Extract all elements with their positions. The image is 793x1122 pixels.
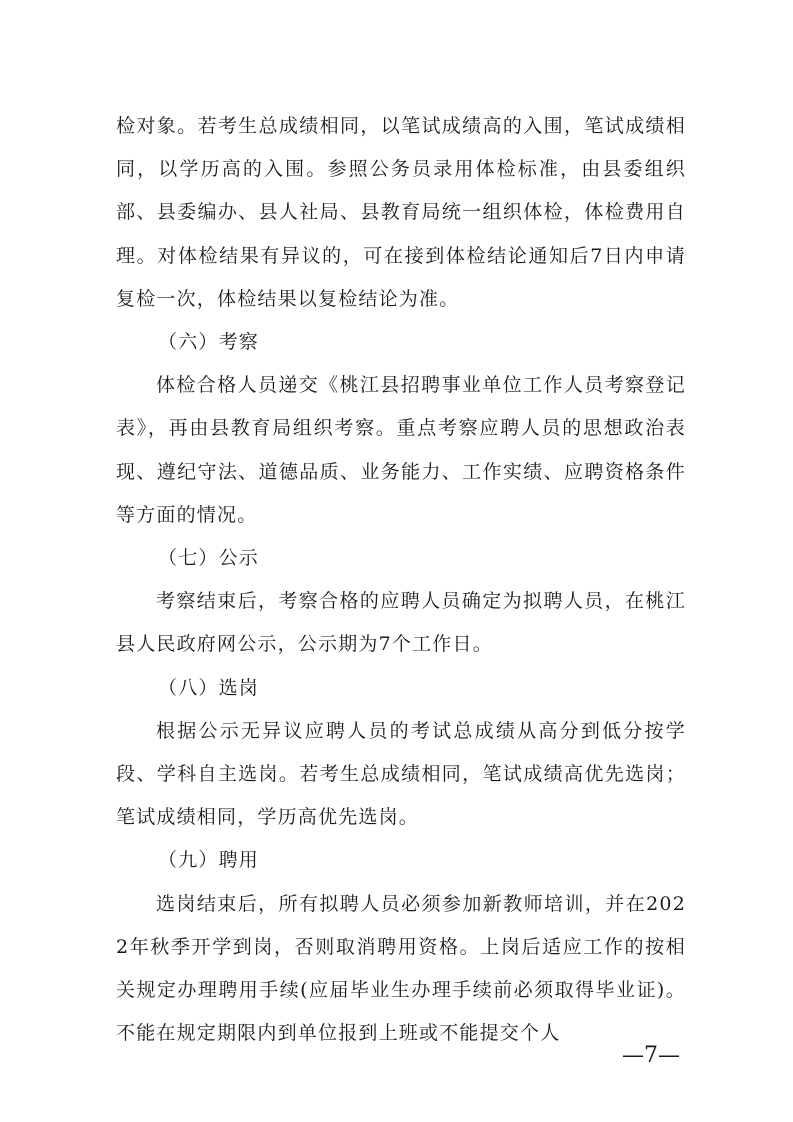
heading-employment: （九）聘用	[158, 849, 260, 872]
page-number: —7—	[622, 1043, 680, 1068]
paragraph-physical-exam: 检对象。若考生总成绩相同，以笔试成绩高的入围，笔试成绩相同，以学历高的入围。参照公务员录用体检标准，由县委组织部、县委编办、县人社局、县教育局统一组织体检，体检费用自理。对体检结果有异议的，可在接到体检结论通知后7日内申请复检一次，体检结果以复检结论为准。	[116, 115, 686, 310]
document-body	[116, 105, 686, 1055]
paragraph-employment: 选岗结束后，所有拟聘人员必须参加新教师培训，并在2022年秋季开学到岗，否则取消聘用资格。上岗后适应工作的按相关规定办理聘用手续(应届毕业生办理手续前必须取得毕业证)。不能在规定期限内到单位报到上班或不能提交个人	[116, 892, 686, 1045]
paragraph-post-selection: 根据公示无异议应聘人员的考试总成绩从高分到低分按学段、学科自主选岗。若考生总成绩相同，笔试成绩高优先选岗；笔试成绩相同，学历高优先选岗。	[116, 719, 686, 829]
paragraph-publicity: 考察结束后，考察合格的应聘人员确定为拟聘人员，在桃江县人民政府网公示，公示期为7个工作日。	[116, 590, 686, 656]
heading-inspection: （六）考察	[158, 331, 260, 354]
heading-post-selection: （八）选岗	[158, 676, 260, 699]
heading-publicity: （七）公示	[158, 547, 260, 570]
paragraph-inspection: 体检合格人员递交《桃江县招聘事业单位工作人员考察登记表》，再由县教育局组织考察。重点考察应聘人员的思想政治表现、遵纪守法、道德品质、业务能力、工作实绩、应聘资格条件等方面的情况。	[116, 374, 686, 526]
